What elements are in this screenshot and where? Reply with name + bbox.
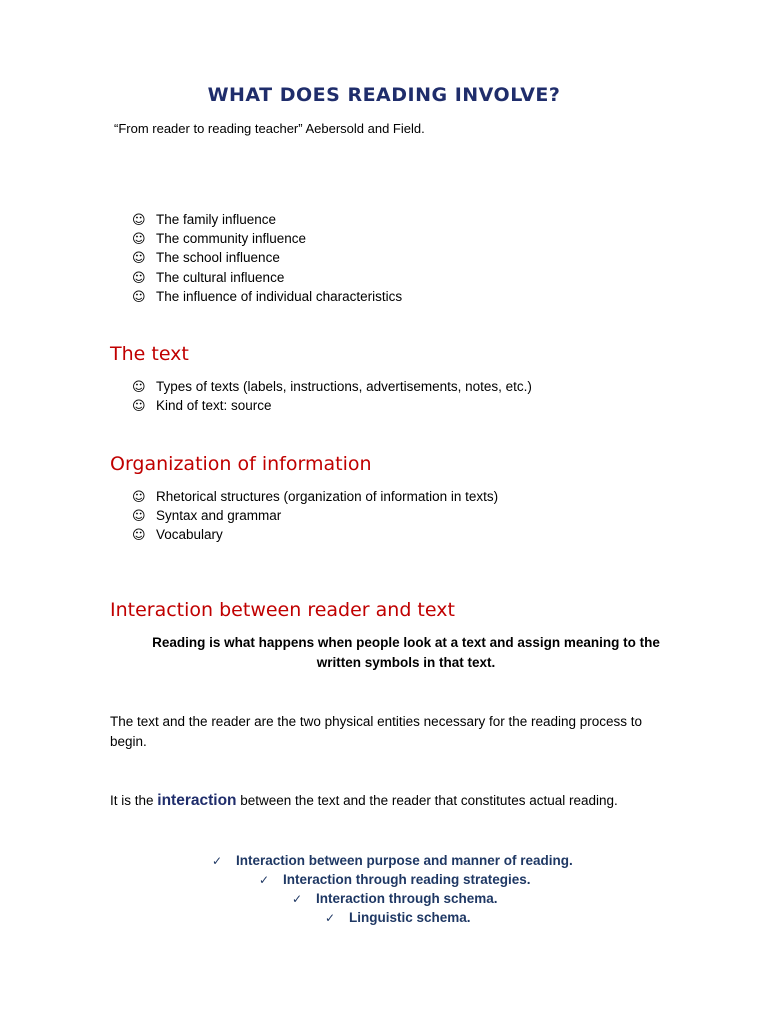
list-item: ☺ The school influence <box>132 248 402 267</box>
list-item: ☺ Syntax and grammar <box>132 506 498 525</box>
checklist-item: ✓ Interaction through reading strategies. <box>259 872 531 887</box>
influences-list <box>132 210 402 306</box>
smiley-icon: ☺ <box>132 490 146 505</box>
emphasis-word: interaction <box>157 792 237 809</box>
text-list <box>132 377 532 415</box>
smiley-icon: ☺ <box>132 270 146 286</box>
checkmark-icon: ✓ <box>325 911 336 925</box>
smiley-icon: ☺ <box>132 251 146 267</box>
paragraph: The text and the reader are the two physical entities necessary for the reading process to begin. <box>110 714 643 749</box>
smiley-icon: ☺ <box>132 232 146 248</box>
smiley-icon: ☺ <box>132 289 146 305</box>
list-item: ☺ Types of texts (labels, instructions, advertisements, notes, etc.) <box>132 377 532 396</box>
organization-list <box>132 487 498 545</box>
page-title: WHAT DOES READING INVOLVE? <box>207 84 561 106</box>
list-item: ☺ Kind of text: source <box>132 396 532 415</box>
definition-quote: Reading is what happens when people look at a text and assign meaning to the written symbols in that text. <box>152 635 660 670</box>
section-heading-text: The text <box>110 343 189 365</box>
checkmark-icon: ✓ <box>212 854 223 868</box>
checkmark-icon: ✓ <box>259 873 270 887</box>
smiley-icon: ☺ <box>132 380 146 395</box>
list-item: ☺ The cultural influence <box>132 268 402 287</box>
paragraph: It is the interaction between the text and the reader that constitutes actual reading. <box>110 792 618 809</box>
list-item: ☺ Vocabulary <box>132 525 498 544</box>
checklist-item: ✓ Linguistic schema. <box>325 910 471 925</box>
smiley-icon: ☺ <box>132 399 146 415</box>
list-item: ☺ Rhetorical structures (organization of information in texts) <box>132 487 498 506</box>
checklist-item: ✓ Interaction through schema. <box>292 891 498 906</box>
section-heading-organization: Organization of information <box>110 453 372 475</box>
smiley-icon: ☺ <box>132 213 146 228</box>
smiley-icon: ☺ <box>132 509 146 525</box>
list-item: ☺ The family influence <box>132 210 402 229</box>
checklist-item: ✓ Interaction between purpose and manner of reading. <box>212 853 573 868</box>
smiley-icon: ☺ <box>132 528 146 544</box>
checkmark-icon: ✓ <box>292 892 303 906</box>
list-item: ☺ The influence of individual characteristics <box>132 287 402 306</box>
section-heading-interaction: Interaction between reader and text <box>110 599 455 621</box>
source-citation: “From reader to reading teacher” Aebersold and Field. <box>114 121 425 136</box>
list-item: ☺ The community influence <box>132 229 402 248</box>
